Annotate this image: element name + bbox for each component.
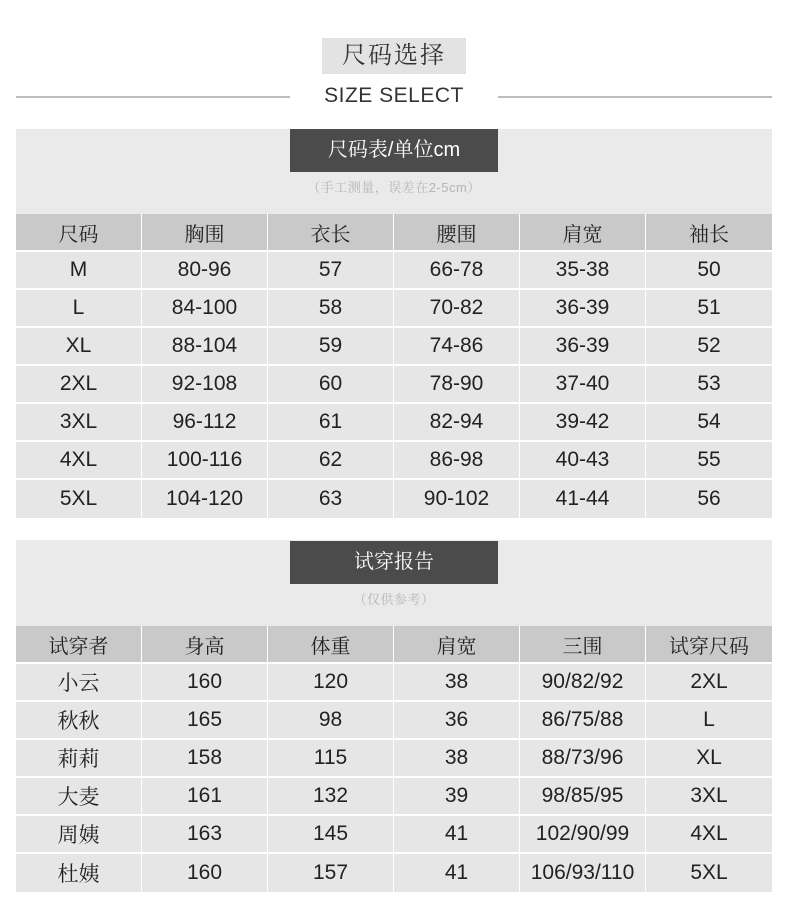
table-cell: XL	[646, 740, 772, 778]
table-row	[16, 328, 772, 366]
table-cell: 60	[268, 366, 394, 404]
table-cell: 70-82	[394, 290, 520, 328]
table-cell: 36-39	[520, 328, 646, 366]
table-cell: L	[16, 290, 142, 328]
table-cell: 36	[394, 702, 520, 740]
table-row	[16, 442, 772, 480]
table-cell: 3XL	[16, 404, 142, 442]
table-cell: 98/85/95	[520, 778, 646, 816]
fit-report-header: 试穿报告	[290, 541, 498, 584]
table-cell: 92-108	[142, 366, 268, 404]
table-cell: 4XL	[646, 816, 772, 854]
table-row	[16, 854, 772, 892]
size-chart-banner	[16, 129, 772, 214]
table-cell: 161	[142, 778, 268, 816]
column-header: 身高	[142, 626, 268, 664]
table-cell: 41	[394, 816, 520, 854]
column-header: 肩宽	[520, 214, 646, 252]
column-header: 胸围	[142, 214, 268, 252]
size-chart-table	[16, 214, 772, 518]
table-row	[16, 740, 772, 778]
size-chart-note: （手工测量，误差在2-5cm）	[307, 180, 481, 195]
table-cell: 145	[268, 816, 394, 854]
table-cell: 63	[268, 480, 394, 518]
table-cell: 杜姨	[16, 854, 142, 892]
table-row	[16, 366, 772, 404]
table-cell: 74-86	[394, 328, 520, 366]
table-row	[16, 404, 772, 442]
table-cell: 165	[142, 702, 268, 740]
table-cell: 35-38	[520, 252, 646, 290]
column-header: 三围	[520, 626, 646, 664]
table-cell: 61	[268, 404, 394, 442]
table-header-row	[16, 214, 772, 252]
table-row	[16, 290, 772, 328]
table-cell: 5XL	[16, 480, 142, 518]
table-cell: 大麦	[16, 778, 142, 816]
table-cell: 157	[268, 854, 394, 892]
table-header-row	[16, 626, 772, 664]
page-subtitle: SIZE SELECT	[324, 84, 464, 107]
table-cell: 62	[268, 442, 394, 480]
table-cell: 106/93/110	[520, 854, 646, 892]
table-cell: 秋秋	[16, 702, 142, 740]
table-cell: 57	[268, 252, 394, 290]
table-cell: 52	[646, 328, 772, 366]
table-cell: 41-44	[520, 480, 646, 518]
column-header: 试穿者	[16, 626, 142, 664]
column-header: 体重	[268, 626, 394, 664]
fit-report-note: （仅供参考）	[353, 592, 435, 607]
table-cell: 5XL	[646, 854, 772, 892]
table-cell: 84-100	[142, 290, 268, 328]
table-row	[16, 702, 772, 740]
table-cell: 78-90	[394, 366, 520, 404]
table-cell: 66-78	[394, 252, 520, 290]
page-title: 尺码选择	[322, 38, 466, 74]
table-cell: 120	[268, 664, 394, 702]
table-cell: 163	[142, 816, 268, 854]
column-header: 衣长	[268, 214, 394, 252]
table-cell: 小云	[16, 664, 142, 702]
table-cell: 36-39	[520, 290, 646, 328]
table-cell: 2XL	[16, 366, 142, 404]
table-cell: 54	[646, 404, 772, 442]
table-cell: 38	[394, 664, 520, 702]
table-cell: M	[16, 252, 142, 290]
table-cell: 55	[646, 442, 772, 480]
column-header: 袖长	[646, 214, 772, 252]
table-cell: 88/73/96	[520, 740, 646, 778]
table-cell: 59	[268, 328, 394, 366]
table-cell: 50	[646, 252, 772, 290]
table-cell: 莉莉	[16, 740, 142, 778]
column-header: 肩宽	[394, 626, 520, 664]
table-cell: 周姨	[16, 816, 142, 854]
table-cell: 39	[394, 778, 520, 816]
column-header: 腰围	[394, 214, 520, 252]
table-cell: 51	[646, 290, 772, 328]
table-cell: 88-104	[142, 328, 268, 366]
table-cell: 37-40	[520, 366, 646, 404]
table-cell: 38	[394, 740, 520, 778]
table-cell: 39-42	[520, 404, 646, 442]
table-cell: 158	[142, 740, 268, 778]
table-cell: 86-98	[394, 442, 520, 480]
table-cell: 4XL	[16, 442, 142, 480]
table-cell: 98	[268, 702, 394, 740]
table-cell: XL	[16, 328, 142, 366]
divider-right	[498, 96, 772, 98]
table-cell: 90/82/92	[520, 664, 646, 702]
table-row	[16, 480, 772, 518]
table-row	[16, 664, 772, 702]
table-cell: 102/90/99	[520, 816, 646, 854]
table-cell: 53	[646, 366, 772, 404]
table-cell: 2XL	[646, 664, 772, 702]
table-cell: L	[646, 702, 772, 740]
table-cell: 96-112	[142, 404, 268, 442]
table-cell: 104-120	[142, 480, 268, 518]
table-cell: 82-94	[394, 404, 520, 442]
table-cell: 86/75/88	[520, 702, 646, 740]
table-row	[16, 252, 772, 290]
table-cell: 132	[268, 778, 394, 816]
table-cell: 56	[646, 480, 772, 518]
table-cell: 80-96	[142, 252, 268, 290]
table-cell: 3XL	[646, 778, 772, 816]
table-cell: 41	[394, 854, 520, 892]
size-chart-header: 尺码表/单位cm	[290, 129, 498, 172]
table-row	[16, 816, 772, 854]
table-cell: 115	[268, 740, 394, 778]
fit-report-banner	[16, 540, 772, 626]
table-cell: 100-116	[142, 442, 268, 480]
fit-report-table	[16, 626, 772, 892]
table-cell: 90-102	[394, 480, 520, 518]
table-cell: 160	[142, 854, 268, 892]
table-cell: 40-43	[520, 442, 646, 480]
table-row	[16, 778, 772, 816]
column-header: 尺码	[16, 214, 142, 252]
divider-left	[16, 96, 290, 98]
table-cell: 160	[142, 664, 268, 702]
column-header: 试穿尺码	[646, 626, 772, 664]
table-cell: 58	[268, 290, 394, 328]
